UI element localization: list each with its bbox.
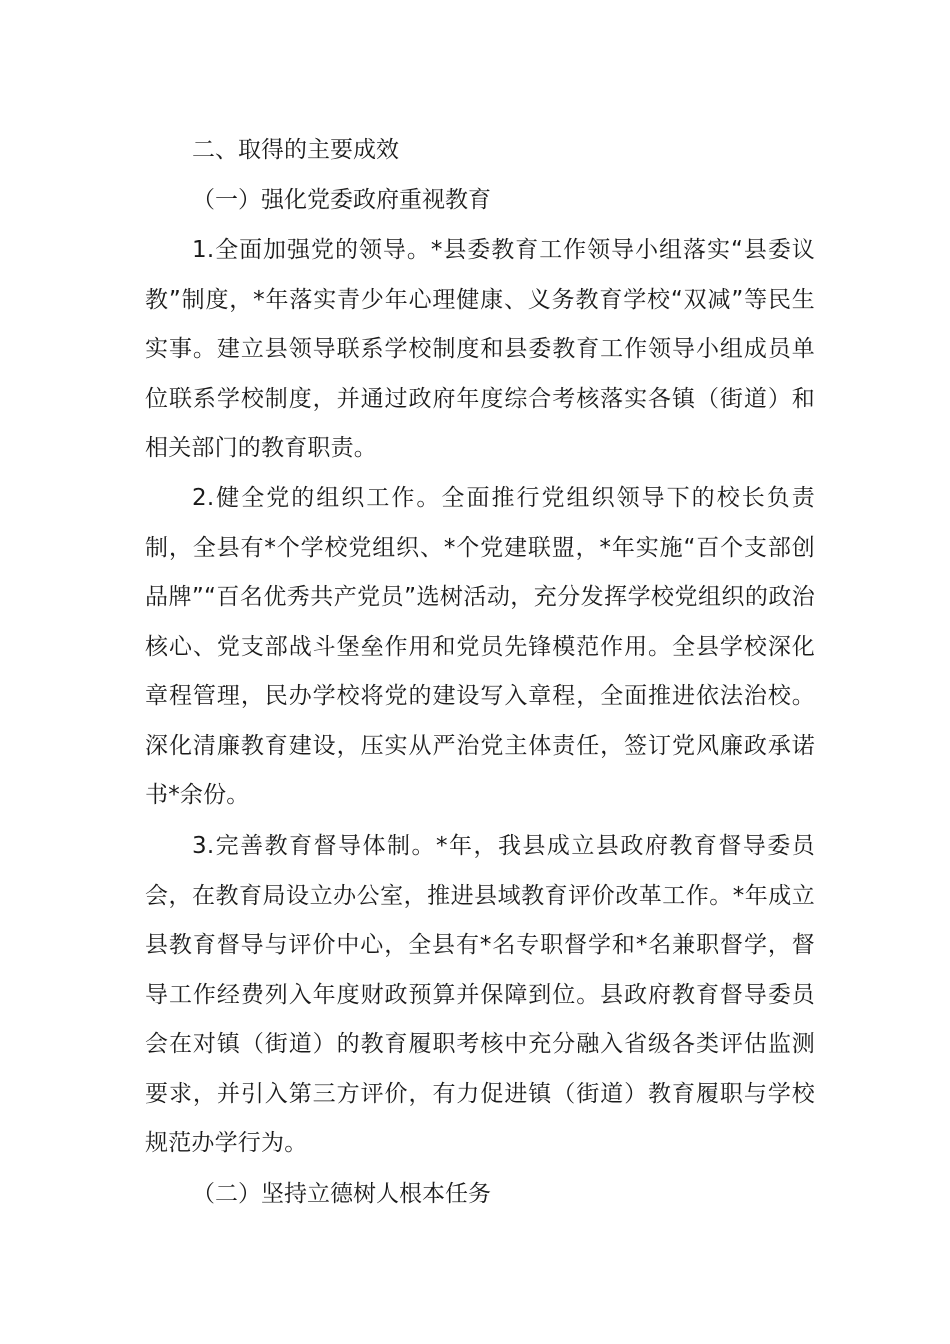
paragraph-3: [145, 822, 815, 1169]
section-title: 二、取得的主要成效: [192, 137, 399, 163]
subsection-title-1: （一）强化党委政府重视教育: [192, 187, 491, 213]
paragraph-1: [145, 226, 815, 474]
paragraph-2-text: 2.健全党的组织工作。全面推行党组织领导下的校长负责制，全县有*个学校党组织、*个党建联盟，*年实施“百个支部创品牌”“百名优秀共产党员”选树活动，充分发挥学校党组织的政治核心、党支部战斗堡垒作用和党员先锋模范作用。全县学校深化章程管理，民办学校将党的建设写入章程，全面推进依法治校。深化清廉教育建设，压实从严治党主体责任，签订党风廉政承诺书*余份。: [145, 485, 815, 808]
paragraph-1-text: 1.全面加强党的领导。*县委教育工作领导小组落实“县委议教”制度，*年落实青少年心理健康、义务教育学校“双减”等民生实事。建立县领导联系学校制度和县委教育工作领导小组成员单位联系学校制度，并通过政府年度综合考核落实各镇（街道）和相关部门的教育职责。: [145, 237, 815, 461]
paragraph-3-text: 3.完善教育督导体制。*年，我县成立县政府教育督导委员会，在教育局设立办公室，推进县域教育评价改革工作。*年成立县教育督导与评价中心，全县有*名专职督学和*名兼职督学，督导工作经费列入年度财政预算并保障到位。县政府教育督导委员会在对镇（街道）的教育履职考核中充分融入省级各类评估监测要求，并引入第三方评价，有力促进镇（街道）教育履职与学校规范办学行为。: [145, 833, 815, 1156]
subsection-title-2: （二）坚持立德树人根本任务: [192, 1181, 491, 1207]
paragraph-2: [145, 474, 815, 821]
